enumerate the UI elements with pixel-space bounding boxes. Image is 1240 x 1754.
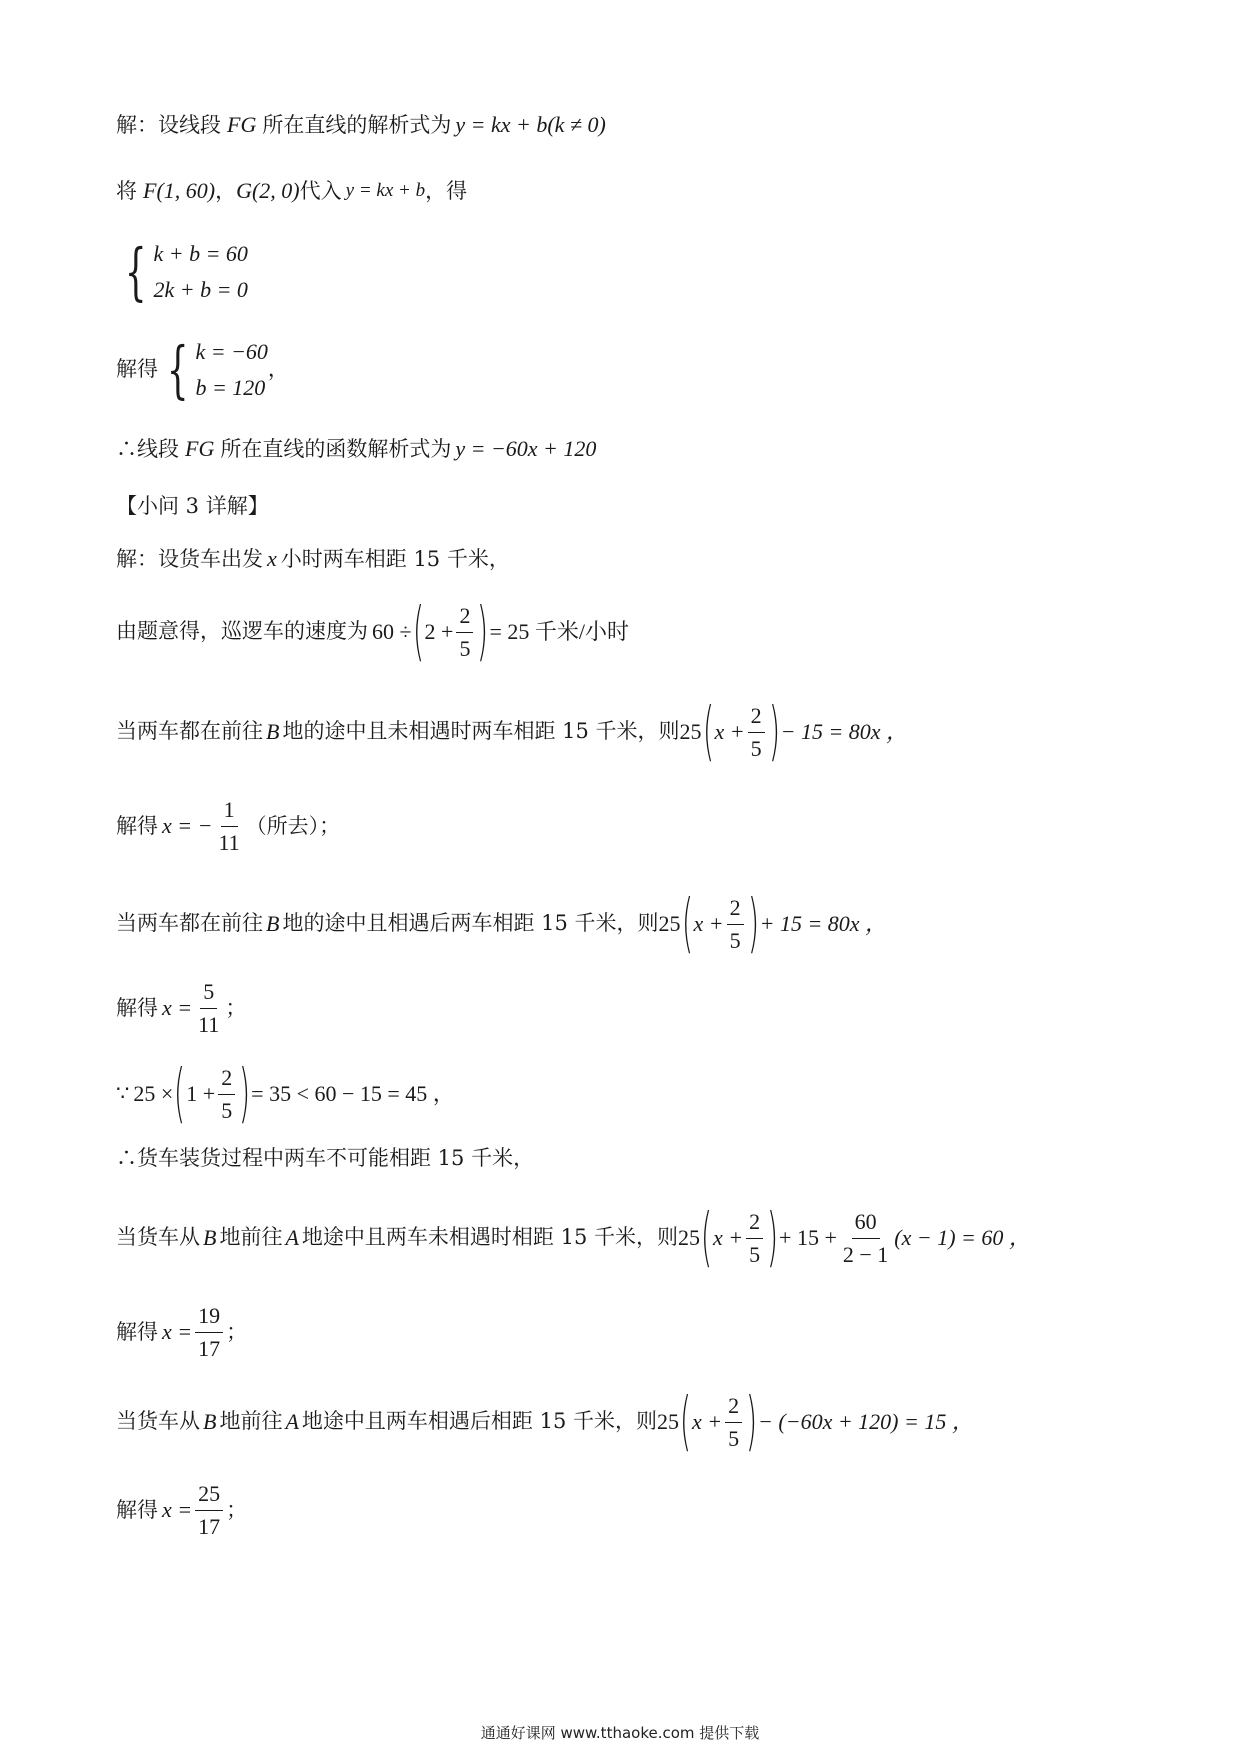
expr: x = −: [162, 813, 213, 839]
text: 地途中且两车相遇后相距 15 千米，则: [301, 1409, 657, 1434]
text: 地前往: [219, 1225, 283, 1250]
text: 当两车都在前往: [116, 719, 263, 744]
text: 所在直线的函数解析式为: [220, 436, 452, 461]
text: 解得: [116, 1497, 158, 1522]
text: 代入: [299, 178, 342, 203]
expr: 25: [656, 1408, 679, 1434]
expr: 25: [677, 1224, 700, 1250]
text: 由题意得，巡逻车的速度为: [116, 619, 368, 644]
variable: A: [285, 1408, 299, 1434]
equation-system-1: [116, 236, 1200, 308]
equation: y = −60x + 120: [455, 436, 597, 461]
fraction: $\frac{25}{17}$: [195, 1480, 223, 1541]
variable: x: [267, 546, 277, 571]
paren-open: (: [679, 1385, 692, 1459]
paren-close: ): [239, 1057, 251, 1131]
text: 地的途中且相遇后两车相距 15 千米，则: [282, 911, 659, 936]
solution-line-2: [116, 178, 1200, 204]
expr: x +: [714, 718, 745, 744]
expr: x +: [693, 910, 724, 936]
expr: x +: [712, 1224, 744, 1250]
text: 解得: [116, 1319, 158, 1344]
text: ，得: [425, 178, 468, 203]
variable: B: [266, 718, 280, 744]
solution-line-10: [116, 796, 1200, 857]
solution-line-8: [116, 595, 1200, 669]
fraction: $\frac{2}{5}$: [748, 702, 765, 763]
paren-close: ): [766, 1201, 779, 1275]
fraction: $\frac{2}{5}$: [218, 1064, 235, 1125]
expr: 2 +: [424, 618, 454, 644]
paren-open: (: [702, 695, 714, 769]
expr: = 25 千米/小时: [489, 618, 629, 644]
solution-line-18: [116, 1480, 1200, 1541]
solution-line-1: [116, 112, 1200, 138]
solution-line-13: [116, 1057, 1200, 1131]
solution-line-16: [116, 1302, 1200, 1363]
fraction: $\frac{2}{5}$: [746, 1208, 763, 1269]
solution-line-15: [116, 1201, 1200, 1275]
expr: 25 ×: [133, 1080, 174, 1106]
text: 解得: [116, 995, 158, 1020]
text: （所去）；: [245, 813, 341, 838]
text: ∴线段: [116, 436, 179, 461]
solution-line-5: [116, 436, 1200, 462]
expr: = 35 < 60 − 15 = 45 ，: [251, 1080, 455, 1106]
text: ；: [225, 995, 247, 1020]
text: 解得: [116, 357, 158, 382]
text: 地前往: [219, 1409, 283, 1434]
section-heading: [116, 494, 1200, 519]
text: ，: [267, 357, 289, 382]
text: 解：设线段: [116, 112, 221, 137]
segment-label: FG: [227, 112, 257, 137]
system-row: 2k + b = 0: [153, 277, 248, 302]
system-row: k + b = 60: [153, 241, 248, 266]
solution-line-12: [116, 978, 1200, 1039]
variable: B: [203, 1224, 217, 1250]
text: 当货车从: [116, 1409, 200, 1434]
expr: 25: [658, 910, 681, 936]
text: 地的途中且未相遇时两车相距 15 千米，则: [282, 719, 680, 744]
expr: x =: [162, 995, 193, 1021]
expr: 60 ÷: [372, 618, 412, 644]
expr: x =: [162, 1319, 193, 1345]
expr: 1 +: [186, 1080, 216, 1106]
expr: − (−60x + 120) = 15 ，: [758, 1408, 974, 1434]
system: [116, 236, 248, 308]
text: 解得: [116, 813, 158, 838]
solution-line-9: [116, 695, 1200, 769]
fraction: $\frac{2}{5}$: [456, 602, 473, 663]
point-g: G(2, 0): [236, 178, 300, 203]
text: ；: [226, 1319, 248, 1344]
page-footer: 通通好课网 www.tthaoke.com 提供下载: [480, 1724, 760, 1742]
paren-open: (: [700, 1201, 713, 1275]
paren-close: ): [768, 695, 780, 769]
fraction: $\frac{19}{17}$: [195, 1302, 223, 1363]
fraction: $\frac{5}{11}$: [198, 979, 220, 1037]
variable: B: [266, 910, 280, 936]
heading-text: 【小问 3 详解】: [116, 494, 269, 518]
variable: B: [203, 1408, 217, 1434]
text: 所在直线的解析式为: [262, 112, 452, 137]
text: 当两车都在前往: [116, 911, 263, 936]
expr: x +: [691, 1408, 723, 1434]
text: ，: [215, 178, 237, 203]
brace-icon: {: [124, 235, 147, 308]
text: ；: [226, 1497, 248, 1522]
equation: y = kx + b: [345, 179, 426, 201]
brace-icon: {: [166, 333, 189, 406]
expr: + 15 = 80x ，: [759, 910, 888, 936]
fraction: $\frac{60}{2 - 1}$: [842, 1208, 889, 1267]
because-symbol: ∵: [116, 1081, 130, 1106]
paren-open: (: [681, 887, 693, 961]
solution-line-11: [116, 887, 1200, 961]
fraction: $\frac{2}{5}$: [725, 1392, 742, 1453]
expr: (x − 1) = 60 ，: [894, 1224, 1031, 1250]
solution-line-14: [116, 1146, 1200, 1171]
fraction: $\frac{1}{11}$: [218, 797, 240, 855]
solution-line-4: [116, 334, 1200, 406]
text: 解：设货车出发: [116, 546, 263, 571]
text: ∴货车装货过程中两车不可能相距 15 千米，: [116, 1146, 535, 1170]
expr: + 15 +: [779, 1224, 837, 1250]
system: [158, 334, 268, 406]
text: 将: [116, 178, 137, 203]
paren-close: ): [747, 887, 759, 961]
expr: − 15 = 80x ，: [780, 718, 909, 744]
expr: 25: [679, 718, 702, 744]
equation: y = kx + b(k ≠ 0): [455, 112, 606, 137]
system-row: b = 120: [195, 375, 266, 400]
system-row: k = −60: [195, 339, 268, 364]
fraction: $\frac{2}{5}$: [727, 894, 744, 955]
paren-open: (: [412, 595, 424, 669]
paren-open: (: [174, 1057, 186, 1131]
solution-line-7: [116, 546, 1200, 572]
paren-close: ): [745, 1385, 758, 1459]
paren-close: ): [477, 595, 489, 669]
solution-line-17: [116, 1385, 1200, 1459]
point-f: F(1, 60): [143, 178, 216, 203]
segment-label: FG: [185, 436, 215, 461]
text: 当货车从: [116, 1225, 200, 1250]
variable: A: [285, 1224, 299, 1250]
text: 地途中且两车未相遇时相距 15 千米，则: [301, 1225, 678, 1250]
text: 小时两车相距 15 千米，: [280, 546, 510, 571]
expr: x =: [162, 1497, 193, 1523]
